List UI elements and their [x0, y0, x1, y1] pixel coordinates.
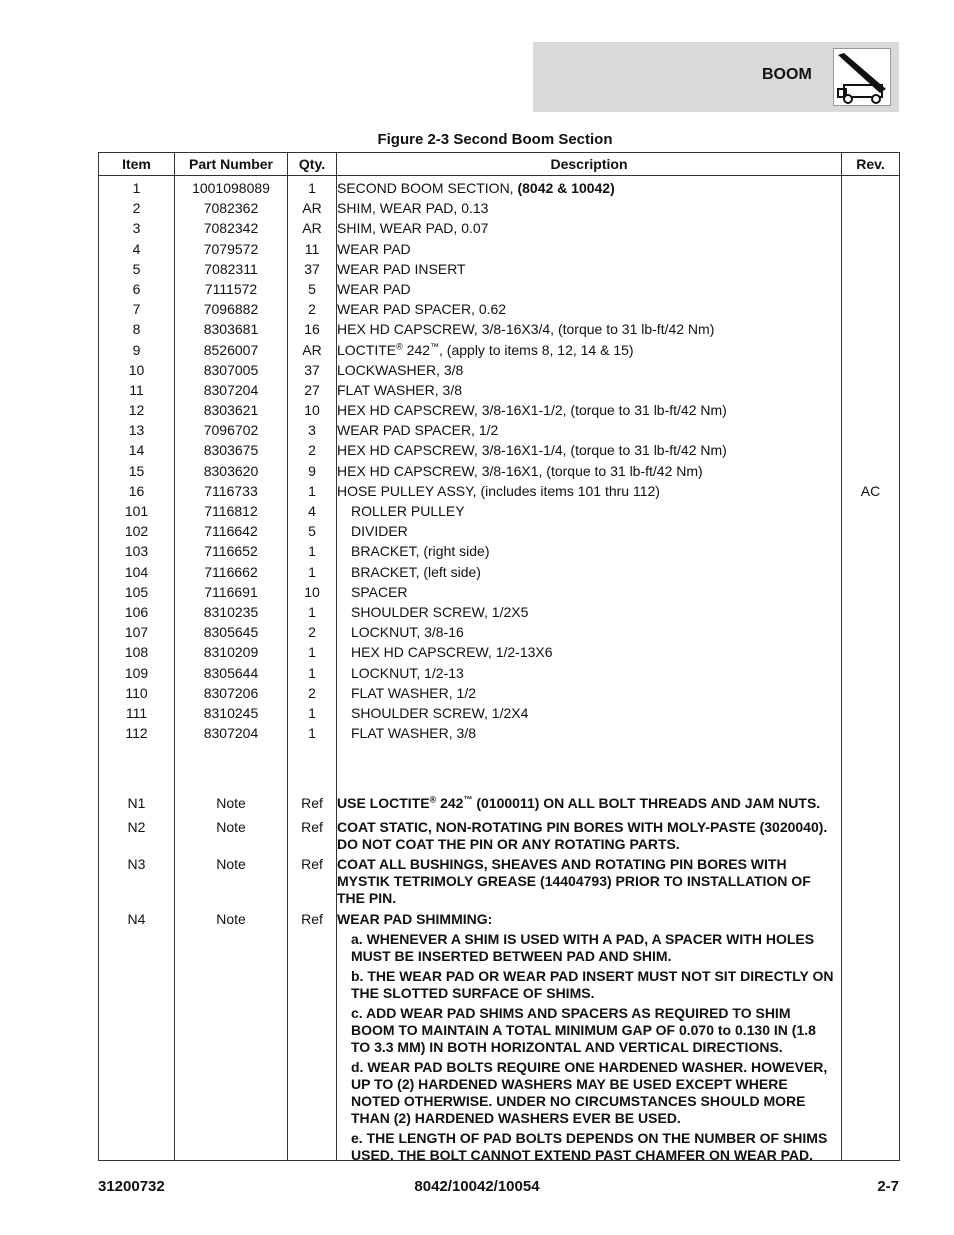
part-description	[337, 380, 841, 400]
note-block	[337, 791, 841, 815]
col-header-part-number: Part Number	[175, 153, 288, 176]
quantity: AR	[302, 341, 322, 358]
item-number: 101	[124, 503, 149, 519]
part-number: 7116652	[204, 543, 258, 560]
item-number: 3	[132, 220, 141, 237]
quantity: 1	[308, 482, 316, 499]
note-text: COAT ALL BUSHINGS, SHEAVES AND ROTATING PIN BORES WITH MYSTIK TETRIMOLY GREASE (14404793) PRIOR TO INSTALLATION OF THE PIN.	[337, 856, 811, 907]
note-part: Note	[216, 819, 246, 836]
description-text: LOCKNUT, 3/8-16	[351, 624, 464, 641]
part-description	[337, 521, 841, 541]
part-description	[337, 420, 841, 440]
quantity: 2	[308, 684, 316, 701]
item-number: 8	[132, 321, 141, 338]
part-description	[337, 602, 841, 622]
description-text: HEX HD CAPSCREW, 3/8-16X1, (torque to 31 lb-ft/42 Nm)	[337, 462, 703, 479]
part-number: 8303621	[203, 402, 259, 419]
note-subitem: b. THE WEAR PAD OR WEAR PAD INSERT MUST NOT SIT DIRECTLY ON THE SLOTTED SURFACE OF SHIMS.	[351, 968, 834, 1002]
part-number: 8305644	[203, 664, 259, 681]
description-text: SHOULDER SCREW, 1/2X4	[351, 704, 529, 721]
part-description	[337, 703, 841, 723]
part-description	[337, 541, 841, 561]
col-header-item: Item	[99, 153, 175, 176]
item-number: 6	[132, 280, 141, 297]
part-number: 7116733	[204, 482, 258, 499]
item-number: 110	[125, 684, 148, 701]
item-number: 103	[124, 543, 149, 560]
revision	[842, 198, 899, 218]
quantity: 37	[304, 260, 320, 277]
part-number: 7082311	[204, 260, 258, 277]
revision	[842, 582, 899, 602]
description-text: SHIM, WEAR PAD, 0.07	[337, 220, 489, 237]
note-qty: Ref	[301, 795, 323, 812]
revision	[842, 642, 899, 662]
part-number: 8307206	[203, 684, 259, 701]
note-block	[337, 907, 841, 1164]
part-description	[337, 642, 841, 662]
item-number: 9	[132, 341, 141, 358]
item-number: 4	[132, 240, 141, 257]
note-subitem: d. WEAR PAD BOLTS REQUIRE ONE HARDENED WASHER. HOWEVER, UP TO (2) HARDENED WASHERS MAY BE USED EXCEPT WHERE NOTED OTHERWISE. UNDER NO CIRCUMSTANCES SHOULD MORE THAN (2) HARDENED WASHERS EVER BE USED.	[351, 1059, 828, 1127]
item-number: 106	[124, 603, 149, 620]
part-description	[337, 723, 841, 743]
boom-truck-icon	[833, 48, 891, 106]
revision	[842, 360, 899, 380]
quantity: 4	[308, 503, 316, 519]
description-text: HEX HD CAPSCREW, 3/8-16X1-1/4, (torque to 31 lb-ft/42 Nm)	[337, 442, 727, 459]
note-qty: Ref	[301, 856, 323, 873]
part-number: 7111572	[204, 280, 258, 297]
item-number: 7	[132, 301, 141, 318]
spacer	[337, 743, 841, 791]
part-description	[337, 440, 841, 460]
note-subitem: e. THE LENGTH OF PAD BOLTS DEPENDS ON THE NUMBER OF SHIMS USED. THE BOLT CANNOT EXTEND PAST CHAMFER ON WEAR PAD.	[351, 1130, 828, 1164]
quantity: 10	[304, 583, 320, 600]
part-number: 8307204	[203, 725, 259, 742]
item-number: 111	[125, 704, 148, 721]
quantity: 1	[308, 180, 316, 196]
note-id: N2	[127, 819, 146, 836]
note-rev	[842, 907, 899, 1156]
note-text: USE LOCTITE® 242™ (0100011) ON ALL BOLT THREADS AND JAM NUTS.	[337, 794, 821, 812]
note-text: COAT STATIC, NON-ROTATING PIN BORES WITH MOLY-PASTE (3020040). DO NOT COAT THE PIN OR ANY ROTATING PARTS.	[337, 819, 828, 853]
quantity: 1	[308, 563, 316, 580]
item-column	[99, 176, 175, 1161]
note-block	[337, 852, 841, 907]
part-description	[337, 400, 841, 420]
item-number: 12	[128, 402, 145, 419]
part-number: 7116642	[204, 523, 258, 540]
description-text: BRACKET, (left side)	[351, 563, 481, 580]
quantity: 1	[308, 543, 316, 560]
revision	[842, 400, 899, 420]
note-id: N1	[127, 795, 146, 812]
part-description	[337, 481, 841, 501]
part-description	[337, 663, 841, 683]
note-id: N3	[127, 856, 146, 873]
quantity: AR	[302, 200, 322, 217]
rev-column	[842, 176, 900, 1161]
description-text: WEAR PAD	[337, 280, 411, 297]
revision: AC	[860, 482, 881, 499]
revision	[842, 259, 899, 279]
part-number: 8305645	[203, 624, 259, 641]
part-number-column	[175, 176, 288, 1161]
quantity: 3	[308, 422, 316, 439]
revision	[842, 218, 899, 238]
quantity: 10	[304, 402, 320, 419]
item-number: 13	[128, 422, 145, 439]
revision	[842, 703, 899, 723]
description-text: BRACKET, (right side)	[351, 543, 490, 560]
footer-models: 8042/10042/10054	[414, 1178, 540, 1195]
part-number: 7116812	[204, 503, 258, 519]
figure-title: Figure 2-3 Second Boom Section	[377, 131, 613, 148]
description-text: DIVIDER	[351, 523, 408, 540]
revision	[842, 340, 899, 360]
part-number: 7096882	[203, 301, 259, 318]
description-text: WEAR PAD	[337, 240, 411, 257]
description-text: HEX HD CAPSCREW, 3/8-16X1-1/2, (torque to 31 lb-ft/42 Nm)	[337, 402, 727, 419]
revision	[842, 562, 899, 582]
revision	[842, 501, 899, 521]
revision	[842, 420, 899, 440]
spacer	[175, 743, 287, 791]
part-number: 7096702	[203, 422, 259, 439]
part-number: 7082362	[203, 200, 259, 217]
part-number: 8303681	[203, 321, 259, 338]
quantity: 1	[308, 603, 316, 620]
quantity: 27	[304, 381, 320, 398]
quantity: 5	[308, 523, 316, 540]
spacer	[99, 743, 174, 791]
revision	[842, 440, 899, 460]
revision	[842, 239, 899, 259]
part-description	[337, 198, 841, 218]
footer-page-number: 2-7	[877, 1178, 899, 1195]
part-description	[337, 178, 841, 198]
description-text: FLAT WASHER, 1/2	[351, 684, 476, 701]
revision	[842, 461, 899, 481]
table-header-row	[99, 153, 900, 176]
note-block	[337, 815, 841, 852]
note-qty: Ref	[301, 911, 323, 928]
note-rev	[842, 791, 899, 815]
revision	[842, 380, 899, 400]
note-text: WEAR PAD SHIMMING:	[337, 911, 493, 928]
item-number: 15	[128, 462, 145, 479]
description-text: HEX HD CAPSCREW, 1/2-13X6	[351, 644, 553, 661]
part-number: 7082342	[203, 220, 259, 237]
col-header-rev: Rev.	[842, 153, 900, 176]
part-number: 8307204	[203, 381, 259, 398]
part-description	[337, 259, 841, 279]
revision	[842, 683, 899, 703]
revision	[842, 178, 899, 198]
item-number: 16	[128, 482, 145, 499]
item-number: 102	[124, 523, 149, 540]
note-rev	[842, 815, 899, 852]
quantity: 2	[308, 624, 316, 641]
col-header-description: Description	[337, 153, 842, 176]
quantity: 1	[308, 644, 316, 661]
part-number: 8526007	[203, 341, 259, 358]
item-number: 112	[125, 725, 148, 742]
spacer	[288, 743, 336, 791]
description-text: HOSE PULLEY ASSY, (includes items 101 thru 112)	[337, 482, 660, 499]
item-number: 107	[124, 624, 149, 641]
quantity: 5	[308, 280, 316, 297]
part-description	[337, 340, 841, 360]
item-number: 109	[124, 664, 149, 681]
note-subitem: a. WHENEVER A SHIM IS USED WITH A PAD, A SPACER WITH HOLES MUST BE INSERTED BETWEEN PAD AND SHIM.	[351, 931, 815, 965]
parts-table	[98, 152, 900, 1164]
part-description	[337, 461, 841, 481]
part-description	[337, 582, 841, 602]
description-text: SHIM, WEAR PAD, 0.13	[337, 200, 489, 217]
part-number: 7116691	[204, 583, 258, 600]
description-model-note: (8042 & 10042)	[517, 180, 615, 196]
part-number: 8310245	[203, 704, 259, 721]
note-qty: Ref	[301, 819, 323, 836]
description-text: LOCKNUT, 1/2-13	[351, 664, 464, 681]
part-description	[337, 683, 841, 703]
note-part: Note	[216, 795, 246, 812]
table-body-row	[99, 176, 900, 1161]
note-id: N4	[127, 911, 146, 928]
note-rev	[842, 852, 899, 907]
quantity: 2	[308, 442, 316, 459]
item-number: 108	[124, 644, 149, 661]
revision	[842, 521, 899, 541]
part-description	[337, 299, 841, 319]
item-number: 14	[128, 442, 145, 459]
description-text: SPACER	[351, 583, 408, 600]
item-number: 105	[124, 583, 149, 600]
part-description	[337, 360, 841, 380]
item-number: 104	[124, 563, 149, 580]
part-number: 8307005	[203, 361, 259, 378]
revision	[842, 663, 899, 683]
note-part: Note	[216, 856, 246, 873]
description-text: SECOND BOOM SECTION,	[337, 180, 518, 196]
item-number: 11	[129, 381, 144, 398]
part-description	[337, 622, 841, 642]
revision	[842, 299, 899, 319]
part-description	[337, 501, 841, 521]
item-number: 5	[132, 260, 141, 277]
part-number: 7116662	[204, 563, 258, 580]
item-number: 1	[132, 180, 141, 196]
description-text: FLAT WASHER, 3/8	[337, 381, 462, 398]
revision	[842, 602, 899, 622]
quantity: 37	[304, 361, 320, 378]
quantity: 1	[308, 725, 316, 742]
revision	[842, 319, 899, 339]
part-number: 8310235	[203, 603, 259, 620]
spacer	[842, 743, 899, 791]
description-column	[337, 176, 842, 1164]
quantity: 9	[308, 462, 316, 479]
revision	[842, 541, 899, 561]
item-number: 10	[128, 361, 145, 378]
description-text: FLAT WASHER, 3/8	[351, 725, 476, 742]
quantity: AR	[302, 220, 322, 237]
item-number: 2	[132, 200, 141, 217]
description-text: LOCTITE® 242™, (apply to items 8, 12, 14 & 15)	[337, 340, 634, 358]
description-text: WEAR PAD INSERT	[337, 260, 466, 277]
description-text: WEAR PAD SPACER, 1/2	[337, 422, 499, 439]
col-header-qty: Qty.	[288, 153, 337, 176]
description-text: HEX HD CAPSCREW, 3/8-16X3/4, (torque to 31 lb-ft/42 Nm)	[337, 321, 715, 338]
quantity: 11	[304, 240, 320, 257]
part-number: 8310209	[203, 644, 259, 661]
qty-column	[288, 176, 337, 1161]
part-description	[337, 319, 841, 339]
revision	[842, 622, 899, 642]
part-description	[337, 218, 841, 238]
description-text: WEAR PAD SPACER, 0.62	[337, 301, 507, 318]
part-description	[337, 239, 841, 259]
part-number: 8303620	[203, 462, 259, 479]
description-text: SHOULDER SCREW, 1/2X5	[351, 603, 529, 620]
quantity: 2	[308, 301, 316, 318]
revision	[842, 723, 899, 743]
part-description	[337, 279, 841, 299]
quantity: 1	[308, 704, 316, 721]
note-part: Note	[216, 911, 246, 928]
part-number: 8303675	[203, 442, 259, 459]
footer-doc-number: 31200732	[98, 1178, 165, 1195]
description-text: ROLLER PULLEY	[351, 503, 465, 519]
quantity: 16	[304, 321, 320, 338]
section-title: BOOM	[762, 66, 812, 83]
part-description	[337, 562, 841, 582]
quantity: 1	[308, 664, 316, 681]
part-number: 7079572	[203, 240, 259, 257]
description-text: LOCKWASHER, 3/8	[337, 361, 464, 378]
revision	[842, 279, 899, 299]
part-number: 1001098089	[192, 180, 270, 196]
note-subitem: c. ADD WEAR PAD SHIMS AND SPACERS AS REQUIRED TO SHIM BOOM TO MAINTAIN A TOTAL MINIMUM GAP OF 0.070 to 0.130 IN (1.8 TO 3.3 MM) IN BOTH HORIZONTAL AND VERTICAL DIRECTIONS.	[351, 1005, 816, 1056]
